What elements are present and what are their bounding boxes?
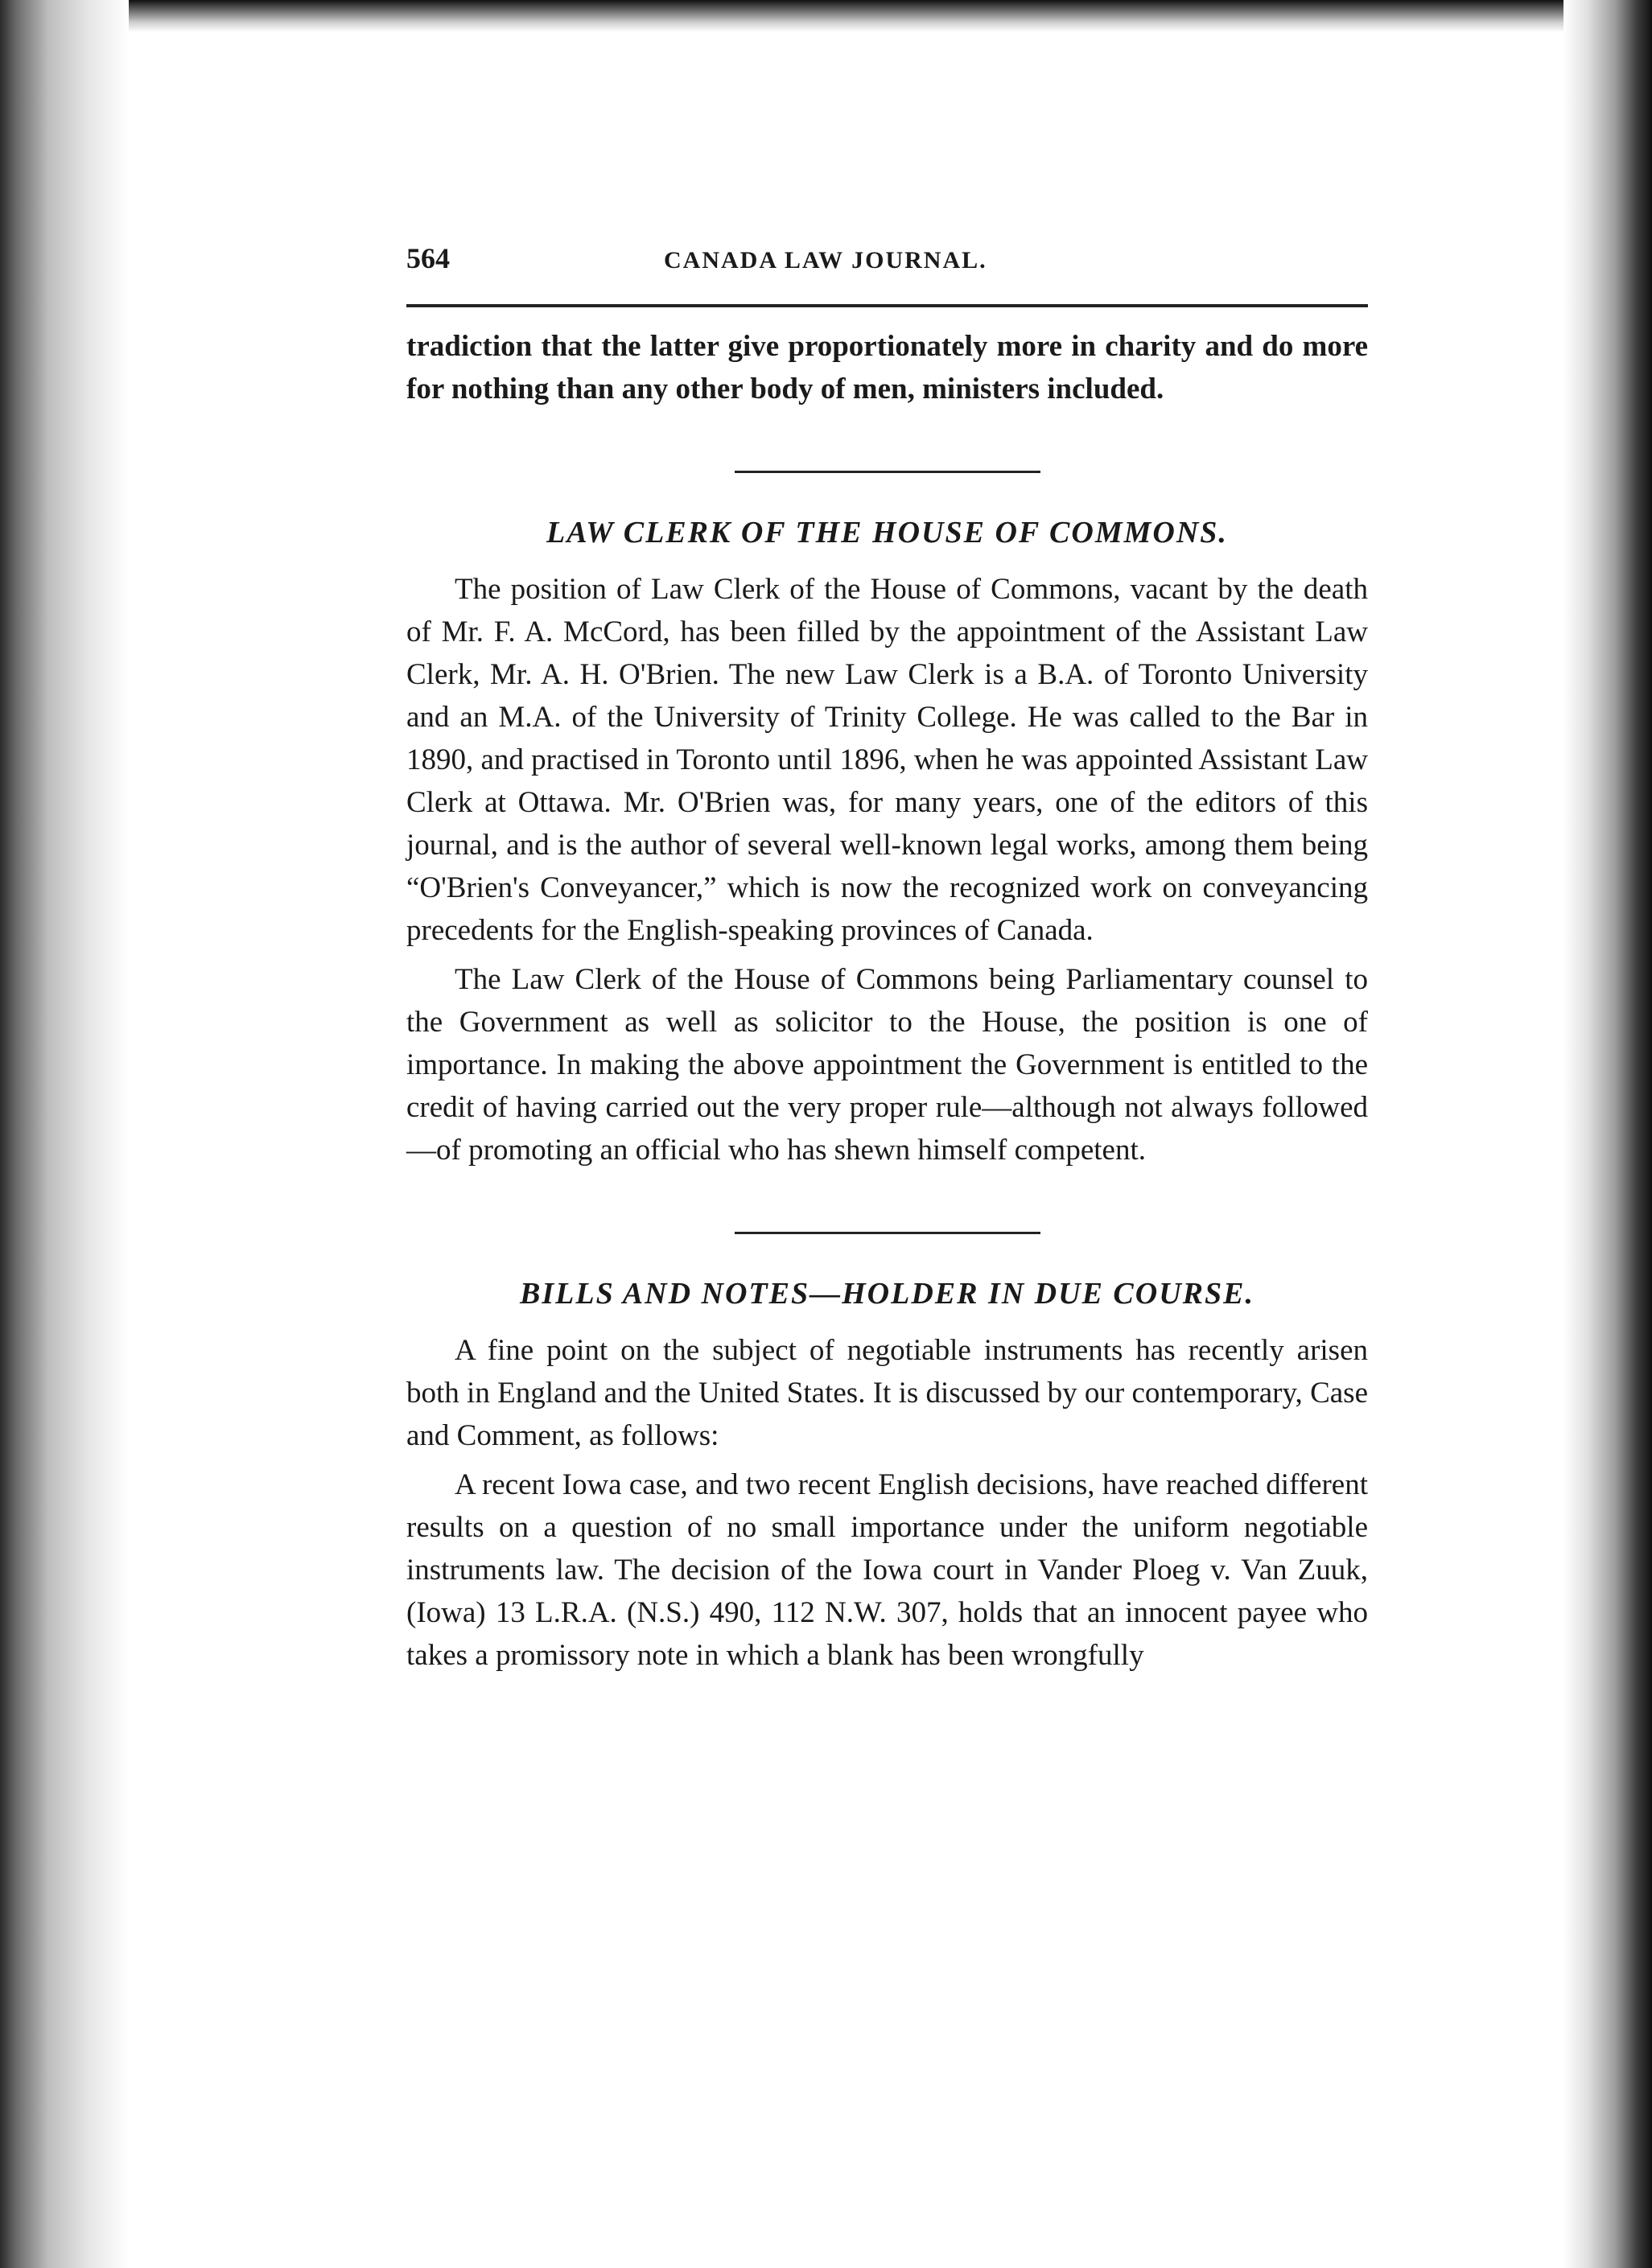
scan-edge-right xyxy=(1563,0,1652,2268)
paragraph: A fine point on the subject of negotiable instruments has recently arisen both in England and the United States. It is discussed by our contemporary, Case and Comment, as follows: xyxy=(406,1334,1368,1452)
journal-title: CANADA LAW JOURNAL. xyxy=(664,247,987,274)
paragraph: A recent Iowa case, and two recent English decisions, have reached different results on a question of no small importance under the uniform negotiable instruments law. The decision of the Iowa court in Vander Ploeg v. Van Zuuk, (Iowa) 13 L.R.A. (N.S.) 490, 112 N.W. 307, holds that an innocent payee who takes a promissory note in which a blank has been wrongfully xyxy=(406,1468,1368,1672)
section-title-bills-and-notes: BILLS AND NOTES—HOLDER IN DUE COURSE. xyxy=(520,1277,1254,1311)
paragraph: The position of Law Clerk of the House of Commons, vacant by the death of Mr. F. A. McCord, has been filled by the appointment of the Assistant Law Clerk, Mr. A. H. O'Brien. The new Law Clerk is a B.A. of Toronto University and an M.A. of the University of Trinity College. He was called to the Bar in 1890, and practised in Toronto until 1896, when he was appointed Assistant Law Clerk at Ottawa. Mr. O'Brien was, for many years, one of the editors of this journal, and is the author of several well-known legal works, among them being “O'Brien's Conveyancer,” which is now the recognized work on conveyancing precedents for the English-speaking provinces of Canada. xyxy=(406,573,1368,947)
page-number: 564 xyxy=(406,242,450,274)
section-title-law-clerk: LAW CLERK OF THE HOUSE OF COMMONS. xyxy=(546,516,1228,550)
journal-page xyxy=(406,241,1368,1677)
scan-edge-left xyxy=(0,0,129,2268)
continuation-paragraph: tradiction that the latter give proportionately more in charity and do more for nothing than any other body of men, ministers included. xyxy=(406,330,1368,405)
running-head xyxy=(406,241,1368,307)
paragraph: The Law Clerk of the House of Commons being Parliamentary counsel to the Government as well as solicitor to the House, the position is one of importance. In making the above appointment the Government is entitled to the credit of having carried out the very proper rule—although not always followed—of promoting an official who has shewn himself competent. xyxy=(406,963,1368,1167)
scan-edge-top xyxy=(0,0,1652,32)
